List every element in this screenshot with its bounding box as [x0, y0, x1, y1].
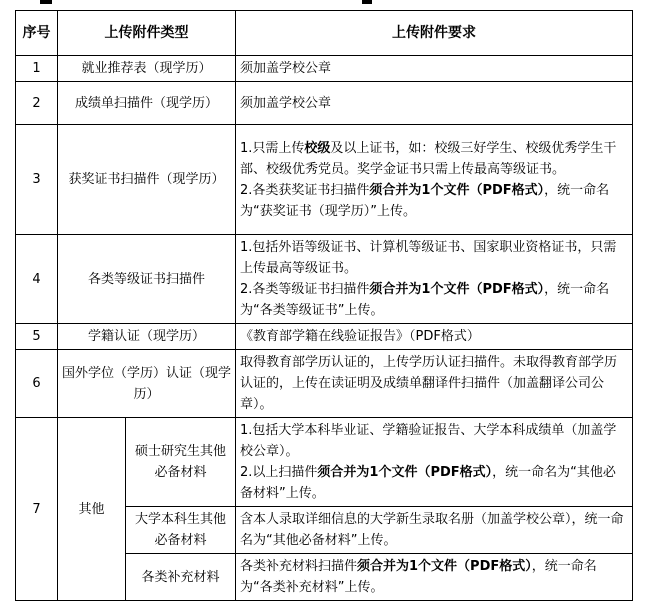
- row-number: 5: [16, 324, 58, 350]
- req-line-2: [240, 279, 628, 321]
- row-type: 就业推荐表（现学历）: [58, 56, 236, 82]
- row-requirement: [236, 125, 633, 235]
- table-row: [16, 350, 633, 418]
- header-no: 序号: [16, 11, 58, 56]
- req-bold: 须合并为1个文件（PDF格式）: [317, 465, 493, 480]
- row-number: 7: [16, 418, 58, 601]
- req-line-2: [240, 180, 628, 222]
- row-number: 3: [16, 125, 58, 235]
- row-number: 6: [16, 350, 58, 418]
- req-bold: 须合并为1个文件（PDF格式）: [369, 282, 545, 297]
- header-requirement: 上传附件要求: [236, 11, 633, 56]
- row-requirement: 含本人录取详细信息的大学新生录取名册（加盖学校公章），统一命名为“其他必备材料”上传。: [236, 507, 633, 554]
- req-text: ，统一命名为“各类补充材料”上传。: [240, 559, 597, 595]
- req-bold: 须合并为1个文件（PDF格式）: [357, 559, 532, 574]
- row-type: 获奖证书扫描件（现学历）: [58, 125, 236, 235]
- table-header-row: [16, 11, 633, 56]
- req-text: 2.以上扫描件: [240, 465, 318, 480]
- row-requirement: 须加盖学校公章: [236, 82, 633, 125]
- req-bold: 须合并为1个文件（PDF格式）: [369, 182, 545, 198]
- row-type: 学籍认证（现学历）: [58, 324, 236, 350]
- row-type: 成绩单扫描件（现学历）: [58, 82, 236, 125]
- table-row: [16, 56, 633, 82]
- sub-type: 大学本科生其他必备材料: [126, 507, 236, 554]
- req-text: 各类补充材料扫描件: [240, 559, 358, 574]
- req-line-2: [240, 462, 628, 504]
- table-row: [16, 324, 633, 350]
- row-requirement: 须加盖学校公章: [236, 56, 633, 82]
- attachment-requirements-table: [15, 10, 633, 601]
- table-row: [16, 418, 633, 507]
- row-requirement: [236, 418, 633, 507]
- table-row: [16, 82, 633, 125]
- req-bold: 校级: [304, 140, 331, 156]
- sub-type: 硕士研究生其他必备材料: [126, 418, 236, 507]
- row-requirement: 取得教育部学历认证的，上传学历认证扫描件。未取得教育部学历认证的，上传在读证明及成绩单翻译件扫描件（加盖翻译公司公章）。: [236, 350, 633, 418]
- sub-type: 各类补充材料: [126, 554, 236, 601]
- req-text: ，统一命名为“获奖证书（现学历）”上传。: [240, 182, 610, 219]
- row-type: 其他: [58, 418, 126, 601]
- table-row: [16, 125, 633, 235]
- row-number: 2: [16, 82, 58, 125]
- req-text: 1.包括大学本科毕业证、学籍验证报告、大学本科成绩单（加盖学校公章）。: [240, 423, 617, 459]
- row-requirement: [236, 554, 633, 601]
- header-type: 上传附件类型: [58, 11, 236, 56]
- req-text: 1.只需上传: [240, 140, 305, 156]
- req-text: ，统一命名为“各类等级证书”上传。: [240, 282, 610, 318]
- row-requirement: [236, 235, 633, 324]
- req-text: 及以上证书，如：校级三好学生、校级优秀学生干部、校级优秀党员。奖学金证书只需上传最高等级证书。: [240, 140, 617, 177]
- req-text: 2.各类获奖证书扫描件: [240, 182, 370, 198]
- row-number: 1: [16, 56, 58, 82]
- req-text: 2.各类等级证书扫描件: [240, 282, 370, 297]
- row-requirement: 《教育部学籍在线验证报告》（PDF格式）: [236, 324, 633, 350]
- row-number: 4: [16, 235, 58, 324]
- table-row: [16, 235, 633, 324]
- row-type: 各类等级证书扫描件: [58, 235, 236, 324]
- req-text: 1.包括外语等级证书、计算机等级证书、国家职业资格证书，只需上传最高等级证书。: [240, 240, 617, 276]
- req-text: ，统一命名为“其他必备材料”上传。: [240, 465, 616, 501]
- row-type: 国外学位（学历）认证（现学历）: [58, 350, 236, 418]
